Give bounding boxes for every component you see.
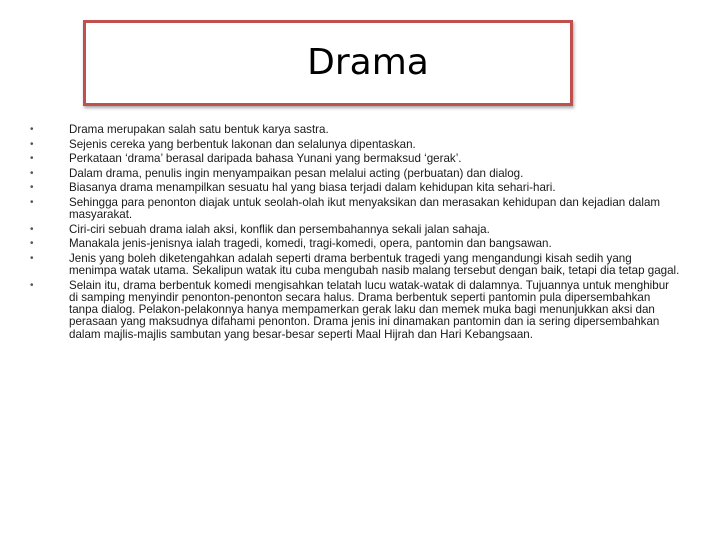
bullet-text: Drama merupakan salah satu bentuk karya sastra. xyxy=(69,123,329,136)
content-area xyxy=(30,124,680,343)
bullet-dot-icon: • xyxy=(30,167,34,179)
bullet-item xyxy=(30,168,680,180)
title-box xyxy=(83,20,573,106)
bullet-dot-icon: • xyxy=(30,182,34,194)
bullet-text: Sejenis cereka yang berbentuk lakonan dan selalunya dipentaskan. xyxy=(69,137,416,151)
bullet-text: Dalam drama, penulis ingin menyampaikan pesan melalui acting (perbuatan) dan dialog. xyxy=(69,166,524,180)
bullet-dot-icon: • xyxy=(30,153,34,165)
bullet-item xyxy=(30,280,680,341)
bullet-item xyxy=(30,238,680,250)
bullet-dot-icon: • xyxy=(30,279,34,291)
bullet-item xyxy=(30,182,680,194)
bullet-item xyxy=(30,197,680,221)
bullet-item xyxy=(30,124,680,136)
bullet-dot-icon: • xyxy=(30,223,34,235)
bullet-dot-icon: • xyxy=(30,252,34,264)
bullet-item xyxy=(30,153,680,165)
bullet-item xyxy=(30,139,680,151)
bullet-text: Perkataan ‘drama’ berasal daripada bahasa Yunani yang bermaksud ‘gerak’. xyxy=(69,152,462,166)
bullet-text: Selain itu, drama berbentuk komedi mengisahkan telatah lucu watak-watak di dalamnya. Tujuannya untuk menghibur di samping menyindir penonton-penonton secara halus. Drama berbentuk seperti pantomin pula dipersembahkan tanpa dialog. Pelakon-pelakonnya hanya mempamerkan gerak laku dan memek muka bagi menunjukkan aksi dan perasaan yang maksudnya difahami penonton. Drama jenis ini dinamakan pantomin dan ia sering dipersembahkan dalam majlis-majlis sambutan yang besar-besar seperti Maal Hijrah dan Hari Kebangsaan. xyxy=(69,278,670,341)
bullet-list xyxy=(30,124,680,341)
bullet-dot-icon: • xyxy=(30,124,34,135)
bullet-dot-icon: • xyxy=(30,238,34,250)
bullet-text: Ciri-ciri sebuah drama ialah aksi, konflik dan persembahannya sekali jalan sahaja. xyxy=(69,222,490,236)
bullet-text: Jenis yang boleh diketengahkan adalah seperti drama berbentuk tragedi yang mengandungi kisah sedih yang menimpa watak utama. Sekalipun watak itu cuba mengubah nasib malang tersebut dengan baik, tetapi dia tetap gagal. xyxy=(69,251,680,278)
bullet-item xyxy=(30,224,680,236)
bullet-item xyxy=(30,253,680,277)
bullet-text: Manakala jenis-jenisnya ialah tragedi, komedi, tragi-komedi, opera, pantomin dan bangsawan. xyxy=(69,237,552,251)
slide-title: Drama xyxy=(307,42,429,83)
bullet-dot-icon: • xyxy=(30,138,34,150)
bullet-text: Sehingga para penonton diajak untuk seolah-olah ikut menyaksikan dan merasakan kehidupan dan kejadian dalam masyarakat. xyxy=(69,195,661,222)
bullet-text: Biasanya drama menampilkan sesuatu hal yang biasa terjadi dalam kehidupan kita sehari-hari. xyxy=(69,181,556,195)
bullet-dot-icon: • xyxy=(30,196,34,208)
